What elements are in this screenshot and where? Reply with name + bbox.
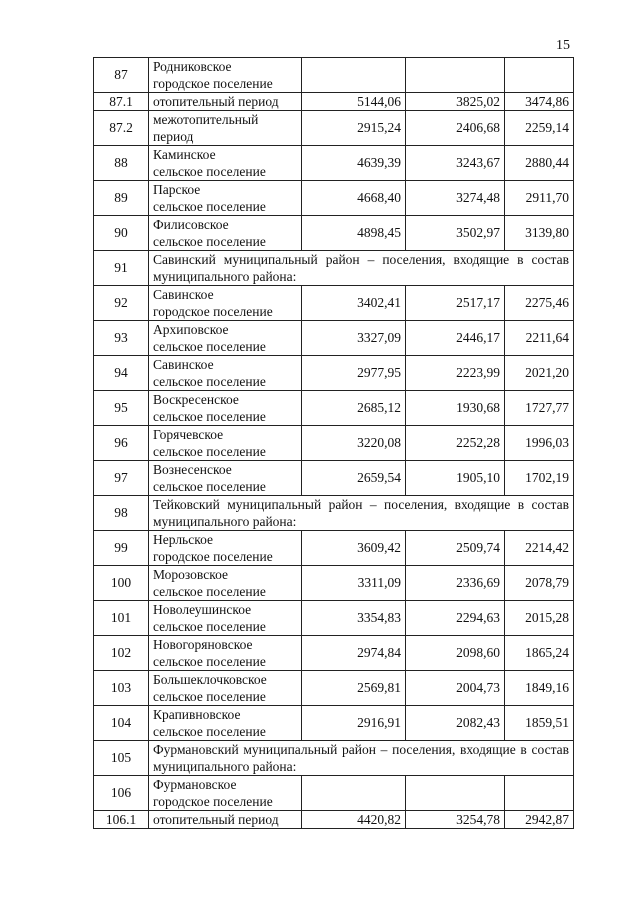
settlement-name [149, 636, 302, 671]
value-col-2: 2446,17 [406, 321, 505, 356]
table-row [94, 146, 574, 181]
row-number: 102 [94, 636, 149, 671]
row-number: 87.2 [94, 111, 149, 146]
value-col-2: 3254,78 [406, 811, 505, 829]
row-number: 106.1 [94, 811, 149, 829]
settlement-name-line: сельское поселение [153, 164, 266, 179]
settlement-name-line: сельское поселение [153, 479, 266, 494]
value-col-3: 1849,16 [505, 671, 574, 706]
page-number: 15 [556, 38, 570, 53]
settlement-name [149, 566, 302, 601]
settlement-name-line: сельское поселение [153, 689, 266, 704]
row-number: 87 [94, 58, 149, 93]
settlement-name-line: сельское поселение [153, 724, 266, 739]
row-number: 91 [94, 251, 149, 286]
settlement-name-line: городское поселение [153, 794, 273, 809]
settlement-name-line: Нерльское [153, 532, 213, 547]
table-row [94, 391, 574, 426]
table-row [94, 811, 574, 829]
value-col-1: 2915,24 [302, 111, 406, 146]
settlement-name [149, 461, 302, 496]
row-number: 98 [94, 496, 149, 531]
settlement-name-line: Большеклочковское [153, 672, 267, 687]
settlement-name-line: сельское поселение [153, 409, 266, 424]
settlement-name-line: сельское поселение [153, 374, 266, 389]
value-col-3: 2880,44 [505, 146, 574, 181]
value-col-2: 3502,97 [406, 216, 505, 251]
table-row [94, 93, 574, 111]
table-row [94, 706, 574, 741]
value-col-3 [505, 58, 574, 93]
settlement-name [149, 216, 302, 251]
value-col-2: 2004,73 [406, 671, 505, 706]
value-col-2 [406, 58, 505, 93]
settlement-name-line: период [153, 129, 194, 144]
settlement-name-line: Парское [153, 182, 201, 197]
settlement-name-line: Каминское [153, 147, 216, 162]
settlement-name-line: Крапивновское [153, 707, 241, 722]
settlement-name-line: городское поселение [153, 549, 273, 564]
row-number: 88 [94, 146, 149, 181]
value-col-3: 2015,28 [505, 601, 574, 636]
value-col-1 [302, 776, 406, 811]
value-col-2: 2294,63 [406, 601, 505, 636]
row-number: 105 [94, 741, 149, 776]
value-col-2: 3825,02 [406, 93, 505, 111]
settlement-name [149, 181, 302, 216]
value-col-3: 2214,42 [505, 531, 574, 566]
settlement-name-line: Савинское [153, 357, 214, 372]
settlement-name-line: сельское поселение [153, 444, 266, 459]
settlement-name-line: Морозовское [153, 567, 228, 582]
value-col-1: 3311,09 [302, 566, 406, 601]
settlement-name [149, 391, 302, 426]
settlement-name [149, 356, 302, 391]
settlement-name [149, 426, 302, 461]
settlement-name [149, 146, 302, 181]
value-col-3: 2078,79 [505, 566, 574, 601]
value-col-1: 3402,41 [302, 286, 406, 321]
table-row [94, 216, 574, 251]
row-number: 99 [94, 531, 149, 566]
settlement-name-line: Архиповское [153, 322, 229, 337]
table-row [94, 776, 574, 811]
value-col-3: 2259,14 [505, 111, 574, 146]
value-col-2: 2098,60 [406, 636, 505, 671]
settlement-name-line: Родниковское [153, 59, 232, 74]
settlement-name-line: отопительный период [153, 812, 279, 827]
settlement-name-line: Фурмановское [153, 777, 237, 792]
row-number: 92 [94, 286, 149, 321]
settlement-name-line: межотопительный [153, 112, 259, 127]
row-number: 89 [94, 181, 149, 216]
settlement-name-line: сельское поселение [153, 619, 266, 634]
table-row [94, 58, 574, 93]
value-col-2: 2509,74 [406, 531, 505, 566]
table-row [94, 601, 574, 636]
value-col-3: 1996,03 [505, 426, 574, 461]
value-col-1: 2916,91 [302, 706, 406, 741]
row-number: 94 [94, 356, 149, 391]
section-heading: Тейковский муниципальный район – поселения, входящие в состав муниципального района: [149, 496, 574, 531]
row-number: 96 [94, 426, 149, 461]
table-row [94, 531, 574, 566]
value-col-1: 2974,84 [302, 636, 406, 671]
value-col-3: 2942,87 [505, 811, 574, 829]
settlement-name [149, 531, 302, 566]
settlement-name-line: Филисовское [153, 217, 229, 232]
settlement-name [149, 58, 302, 93]
table-row [94, 286, 574, 321]
table-row [94, 426, 574, 461]
settlement-name-line: Новогоряновское [153, 637, 253, 652]
table-row [94, 566, 574, 601]
value-col-1: 4639,39 [302, 146, 406, 181]
row-number: 100 [94, 566, 149, 601]
row-number: 93 [94, 321, 149, 356]
settlement-name [149, 811, 302, 829]
settlement-name [149, 321, 302, 356]
settlement-name [149, 601, 302, 636]
value-col-1: 3609,42 [302, 531, 406, 566]
settlement-name [149, 93, 302, 111]
table-row [94, 181, 574, 216]
row-number: 97 [94, 461, 149, 496]
value-col-3: 2021,20 [505, 356, 574, 391]
table-row [94, 356, 574, 391]
table-section-row [94, 741, 574, 776]
row-number: 101 [94, 601, 149, 636]
value-col-1: 2659,54 [302, 461, 406, 496]
settlement-name-line: Воскресенское [153, 392, 239, 407]
value-col-1: 2569,81 [302, 671, 406, 706]
value-col-1: 4668,40 [302, 181, 406, 216]
value-col-2: 3274,48 [406, 181, 505, 216]
value-col-3: 2911,70 [505, 181, 574, 216]
settlement-name-line: Новолеушинское [153, 602, 252, 617]
section-heading: Савинский муниципальный район – поселения, входящие в состав муниципального района: [149, 251, 574, 286]
value-col-1 [302, 58, 406, 93]
value-col-2 [406, 776, 505, 811]
settlement-name [149, 671, 302, 706]
section-heading: Фурмановский муниципальный район – поселения, входящие в состав муниципального района: [149, 741, 574, 776]
settlement-name-line: Горячевское [153, 427, 224, 442]
value-col-2: 1905,10 [406, 461, 505, 496]
settlement-name-line: городское поселение [153, 304, 273, 319]
value-col-3: 1727,77 [505, 391, 574, 426]
value-col-3: 3474,86 [505, 93, 574, 111]
row-number: 87.1 [94, 93, 149, 111]
table-row [94, 671, 574, 706]
value-col-3: 3139,80 [505, 216, 574, 251]
value-col-1: 4898,45 [302, 216, 406, 251]
value-col-1: 4420,82 [302, 811, 406, 829]
settlement-name-line: сельское поселение [153, 199, 266, 214]
value-col-3: 2275,46 [505, 286, 574, 321]
value-col-3 [505, 776, 574, 811]
value-col-1: 3327,09 [302, 321, 406, 356]
table-section-row [94, 496, 574, 531]
value-col-1: 2977,95 [302, 356, 406, 391]
table-body [94, 58, 574, 829]
value-col-1: 2685,12 [302, 391, 406, 426]
settlement-name-line: сельское поселение [153, 234, 266, 249]
table-row [94, 321, 574, 356]
value-col-2: 2336,69 [406, 566, 505, 601]
settlement-name [149, 286, 302, 321]
value-col-2: 2252,28 [406, 426, 505, 461]
table-row [94, 111, 574, 146]
settlement-name-line: отопительный период [153, 94, 279, 109]
value-col-1: 5144,06 [302, 93, 406, 111]
table-section-row [94, 251, 574, 286]
settlement-name-line: сельское поселение [153, 339, 266, 354]
value-col-2: 2082,43 [406, 706, 505, 741]
row-number: 106 [94, 776, 149, 811]
value-col-1: 3354,83 [302, 601, 406, 636]
settlement-name [149, 706, 302, 741]
row-number: 90 [94, 216, 149, 251]
tariff-table [93, 57, 574, 829]
value-col-3: 1859,51 [505, 706, 574, 741]
value-col-2: 2406,68 [406, 111, 505, 146]
value-col-2: 2517,17 [406, 286, 505, 321]
settlement-name-line: городское поселение [153, 76, 273, 91]
row-number: 103 [94, 671, 149, 706]
row-number: 95 [94, 391, 149, 426]
settlement-name-line: сельское поселение [153, 654, 266, 669]
value-col-3: 2211,64 [505, 321, 574, 356]
table-row [94, 636, 574, 671]
value-col-3: 1702,19 [505, 461, 574, 496]
value-col-3: 1865,24 [505, 636, 574, 671]
settlement-name-line: Вознесенское [153, 462, 232, 477]
settlement-name-line: Савинское [153, 287, 214, 302]
value-col-1: 3220,08 [302, 426, 406, 461]
value-col-2: 3243,67 [406, 146, 505, 181]
settlement-name [149, 111, 302, 146]
settlement-name-line: сельское поселение [153, 584, 266, 599]
table-row [94, 461, 574, 496]
value-col-2: 2223,99 [406, 356, 505, 391]
value-col-2: 1930,68 [406, 391, 505, 426]
row-number: 104 [94, 706, 149, 741]
settlement-name [149, 776, 302, 811]
